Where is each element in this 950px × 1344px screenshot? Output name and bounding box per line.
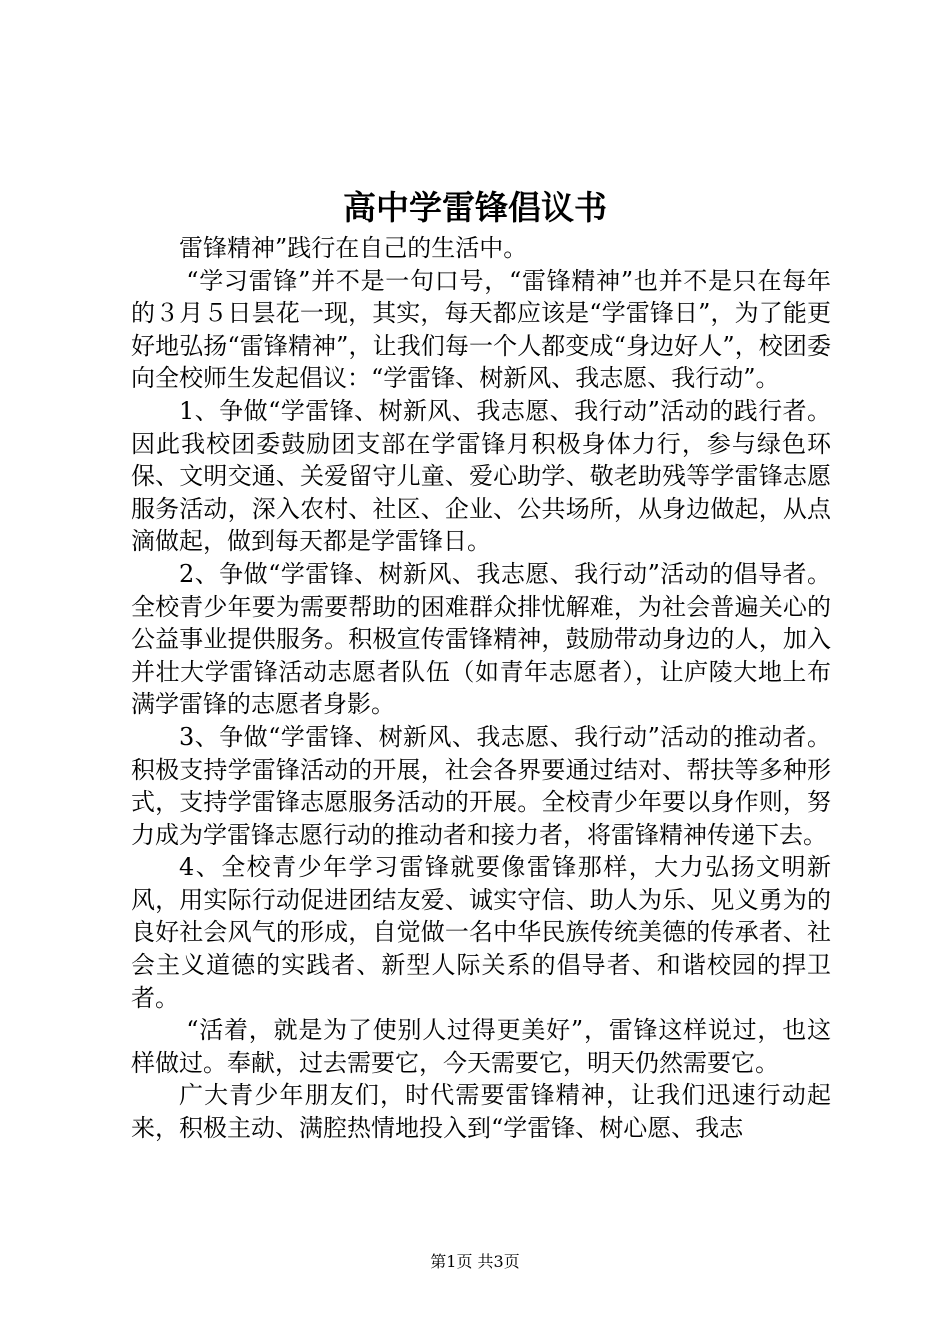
document-title: 高中学雷锋倡议书	[343, 188, 607, 227]
paragraph-2: “学习雷锋”并不是一句口号，“雷锋精神”也并不是只在每年的３月５日昙花一现，其实，每天都应该是“学雷锋日”，为了能更好地弘扬“雷锋精神”，让我们每一个人都变成“身边好人”，校团委向全校师生发起倡议：“学雷锋、树新风、我志愿、我行动”。	[131, 266, 831, 393]
paragraph-3: 1、争做“学雷锋、树新风、我志愿、我行动”活动的践行者。因此我校团委鼓励团支部在学雷锋月积极身体力行，参与绿色环保、文明交通、关爱留守儿童、爱心助学、敬老助残等学雷锋志愿服务活动，深入农村、社区、企业、公共场所，从身边做起，从点滴做起，做到每天都是学雷锋日。	[131, 396, 831, 556]
document-body	[131, 232, 831, 1145]
paragraph-4: 2、争做“学雷锋、树新风、我志愿、我行动”活动的倡导者。全校青少年要为需要帮助的困难群众排忧解难，为社会普遍关心的公益事业提供服务。积极宣传雷锋精神，鼓励带动身边的人，加入并壮大学雷锋活动志愿者队伍（如青年志愿者），让庐陵大地上布满学雷锋的志愿者身影。	[131, 559, 831, 719]
page-number-footer: 第1页 共3页	[430, 1252, 520, 1271]
paragraph-6: 4、全校青少年学习雷锋就要像雷锋那样，大力弘扬文明新风，用实际行动促进团结友爱、诚实守信、助人为乐、见义勇为的良好社会风气的形成，自觉做一名中华民族传统美德的传承者、社会主义道德的实践者、新型人际关系的倡导者、和谐校园的捍卫者。	[131, 853, 831, 1012]
paragraph-1: 雷锋精神”践行在自己的生活中。	[179, 234, 528, 262]
paragraph-5: 3、争做“学雷锋、树新风、我志愿、我行动”活动的推动者。积极支持学雷锋活动的开展，社会各界要通过结对、帮扶等多种形式，支持学雷锋志愿服务活动的开展。全校青少年要以身作则，努力成为学雷锋志愿行动的推动者和接力者，将雷锋精神传递下去。	[131, 722, 831, 849]
paragraph-8: 广大青少年朋友们，时代需要雷锋精神，让我们迅速行动起来，积极主动、满腔热情地投入到“学雷锋、树心愿、我志	[131, 1081, 831, 1143]
paragraph-7: “活着，就是为了使别人过得更美好”，雷锋这样说过，也这样做过。奉献，过去需要它，今天需要它，明天仍然需要它。	[131, 1016, 831, 1077]
